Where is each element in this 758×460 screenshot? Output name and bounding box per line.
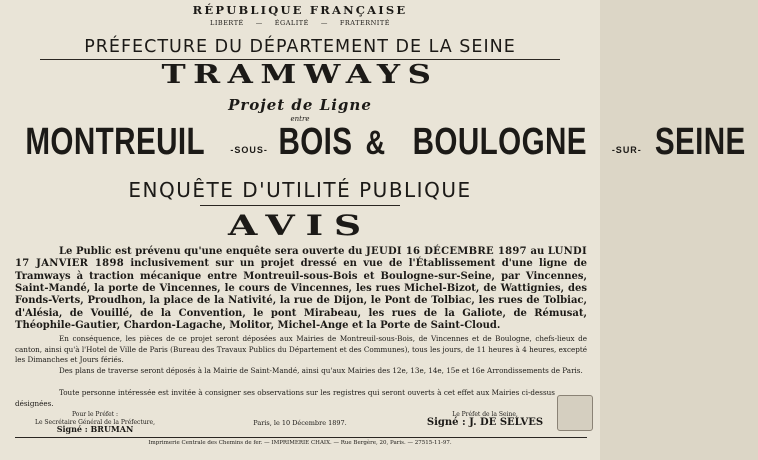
p1-start-date: JEUDI 16 DÉCEMBRE 1897 (365, 246, 527, 257)
main-paragraph (15, 246, 587, 332)
motto-egalite: ÉGALITÉ (274, 19, 309, 27)
left-sig-line1: Pour le Préfet : (72, 411, 118, 418)
p1-body: inclusivement sur un projet dressé en vue de l'Établissement d'une ligne de Tramways à traction mécanique entre Montreuil-sous-Bois et Boulogne-sur-Seine, par Vincennes, Saint-Mandé, la porte de Vincennes, le cours de Vincennes, les rues Michel-Bizot, de Wattignies, des Fonds-Verts, Proudhon, la place de la Nativité, la rue de Dijon, le Pont de Tolbiac, les rues de Tolbiac, d'Alésia, de Vouillé, de la Convention, le pont Mirabeau, les rues de la Galiote, de Rémusat, Théophile-Gautier, Chardon-Lagache, Molitor, Michel-Ange et la Porte de Saint-Cloud. (15, 258, 587, 332)
place-montreuil-suffix: -SOUS- (230, 144, 268, 155)
motto-dash-1: — (255, 19, 263, 27)
avis-heading: AVIS (227, 209, 373, 242)
place-montreuil: MONTREUIL (25, 121, 206, 163)
ampersand: & (365, 124, 386, 162)
right-sig-name: Signé : J. DE SELVES (426, 416, 544, 428)
footer-divider (15, 437, 587, 438)
place-boulogne: BOULOGNE (412, 121, 588, 163)
entre-word: entre (290, 115, 310, 123)
left-sig-name: Signé : BRUMAN (56, 424, 134, 434)
p1-intro: Le Public est prévenu qu'une enquête sera ouverte du (59, 246, 363, 257)
left-sig-line2: Le Secrétaire Général de la Préfecture, (34, 418, 156, 426)
left-signature (30, 411, 160, 434)
divider-short (200, 205, 400, 206)
stamp (557, 395, 593, 431)
right-signature (415, 411, 555, 426)
tramways-title: TRAMWAYS (161, 60, 439, 90)
projet-subtitle: Projet de Ligne (228, 96, 372, 114)
printer-footer: Imprimerie Centrale des Chemins de fer. — IMPRIMERIE CHAIX. — Rue Bergère, 20, Paris. — 27515-11-97. (148, 440, 452, 446)
motto-fraternite: FRATERNITÉ (339, 19, 390, 27)
place-bois: BOIS (278, 121, 353, 163)
motto (0, 19, 600, 27)
place-boulogne-suffix: -SUR- (611, 144, 642, 155)
motto-dash-2: — (320, 19, 328, 27)
enquete-heading: ENQUÊTE D'UTILITÉ PUBLIQUE (128, 178, 472, 202)
paragraph-4: Toute personne intéressée est invitée à consigner ses observations sur les registres qui seront ouverts à cet effet aux Mairies ci-dessus désignées. (15, 388, 555, 408)
route-title (0, 121, 746, 164)
prefecture-heading: PRÉFECTURE DU DÉPARTEMENT DE LA SEINE (84, 37, 516, 57)
p1-au: au (530, 246, 545, 257)
right-sig-line1: Le Préfet de la Seine, (452, 411, 518, 418)
place-seine: SEINE (654, 121, 746, 163)
p1-end-date: LUNDI 17 JANVIER 1898 (15, 246, 588, 270)
paragraph-3: Des plans de traverse seront déposés à la Mairie de Saint-Mandé, ainsi qu'aux Mairies des 12e, 13e, 14e, 15e et 16e Arrondissements de Paris. (59, 366, 583, 375)
signature-date: Paris, le 10 Décembre 1897. (253, 419, 347, 427)
republic-heading: RÉPUBLIQUE FRANÇAISE (192, 3, 408, 17)
paragraph-2: En conséquence, les pièces de ce projet seront déposées aux Mairies de Montreuil-sous-Bois, de Vincennes et de Boulogne, chefs-lieux de canton, ainsi qu'à l'Hotel de Ville de Paris (Bureau des Travaux Publics du Département et des Communes), tous les jours, de 11 heures à 4 heures, excepté les Dimanches et Jours fériés. (15, 334, 587, 365)
motto-liberte: LIBERTÉ (210, 19, 244, 27)
